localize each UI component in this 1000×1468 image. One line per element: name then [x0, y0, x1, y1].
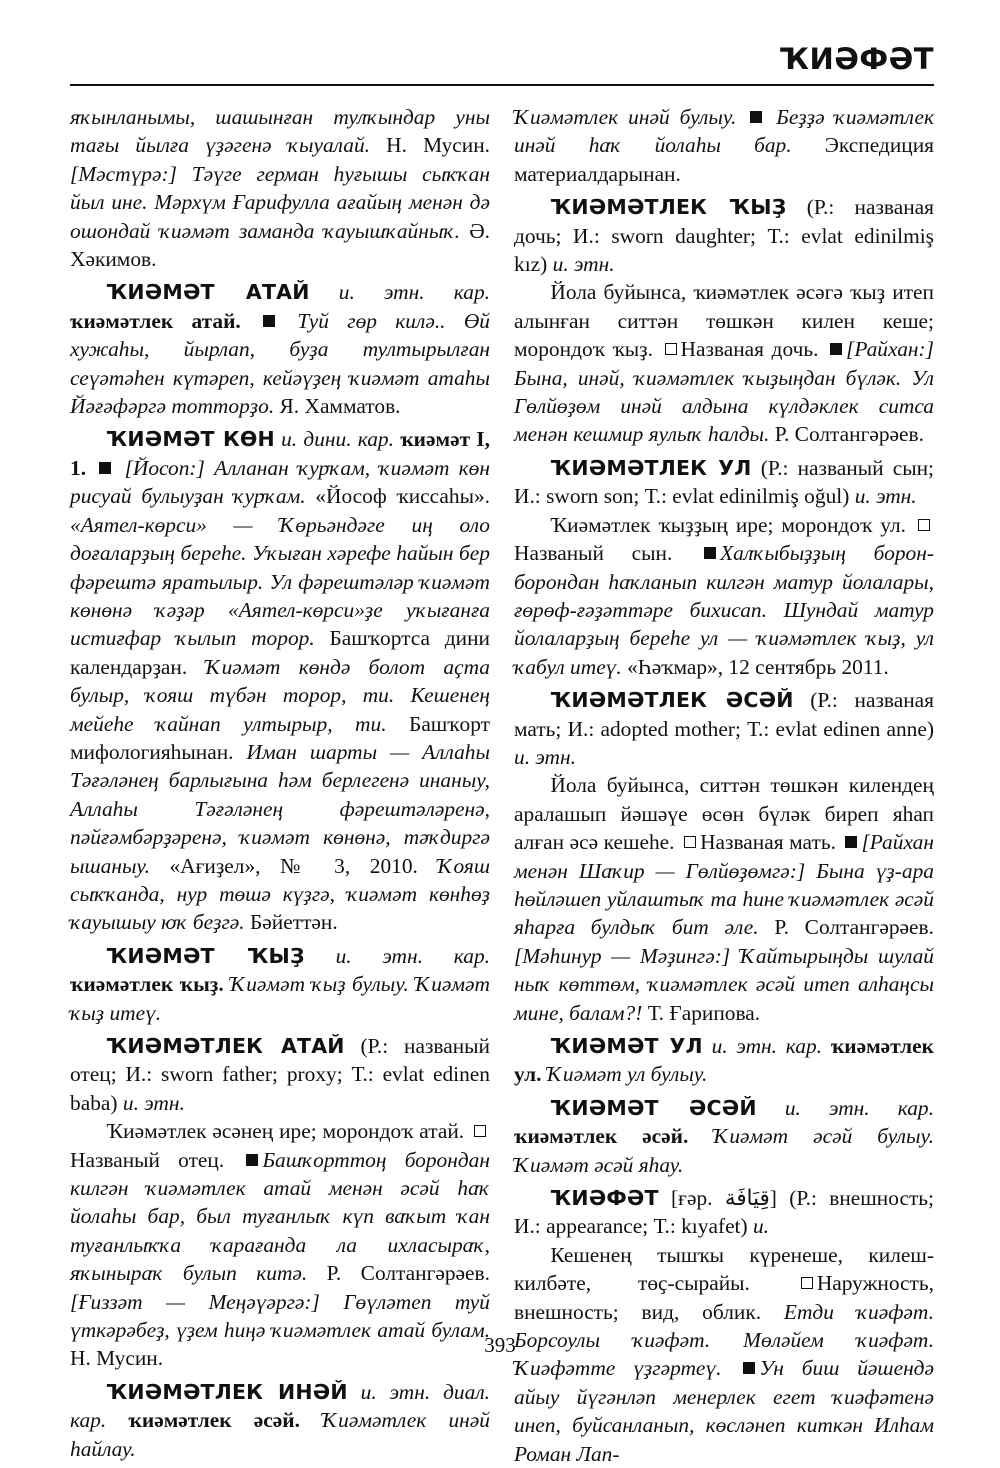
grammar-label: и. этн. кар.: [784, 1095, 934, 1120]
headword: ҠИӘМӘТЛЕК УЛ: [550, 455, 752, 480]
headword: ҠИӘМӘТ КӨН: [106, 427, 275, 452]
source: «Йософ ҡиссаһы».: [315, 484, 490, 509]
white-square-icon: [684, 836, 696, 848]
source: Башҡорт мифологияһынан.: [70, 711, 490, 764]
example-text: [Райхан менән Шаҡир — Гөлйөҙөмгә:] Бына үҙ-ара һөйләшеп уйлаштыҡ та һине ҡиәмәтлек әсәй яһарға булдыҡ бит әле.: [514, 830, 934, 940]
headword: ҠИӘМӘТЛЕК ӘСӘЙ: [550, 688, 794, 713]
black-square-icon: [246, 1154, 258, 1166]
example-text: Ҡиәмәт әсәй булыу. Ҡиәмәт әсәй яһау.: [514, 1124, 934, 1177]
source: Я. Хамматов.: [279, 394, 401, 419]
example-text: [Райхан:] Бына, инәй, ҡиәмәтлек ҡыҙыңдан бүләк. Ул Гөлйөҙөм инәй алдына күлдәклек ситса менән кешмир яулыҡ һалды.: [514, 337, 934, 447]
dictionary-entry: [514, 454, 934, 511]
definition: [514, 511, 934, 681]
grammar-label: и.: [752, 1214, 770, 1239]
cross-reference: ҡиәмәт I, 1.: [70, 427, 490, 480]
example-text: Етди ҡиәфәт. Борсоулы ҡиәфәт. Мөләйем ҡиәфәт. Ҡиәфәтте үҙгәртеү.: [514, 1299, 934, 1381]
source: Р. Солтангәрәев.: [774, 422, 924, 447]
definition-text: Ҡиәмәтлек ҡыҙҙың ире; морондоҡ ул.: [550, 512, 907, 537]
grammar-label: и. этн.: [854, 484, 917, 509]
example-text: Беҙҙә ҡиәмәтлек инәй һаҡ йолаһы бар.: [514, 105, 934, 158]
source: Экспедиция материалдарынан.: [514, 133, 934, 186]
example-text: Ҡиәмәт ул булыу.: [546, 1062, 708, 1087]
definition-text: Ҡиәмәтлек әсәнең ире; морондоҡ атай.: [106, 1119, 465, 1144]
headword: ҠИӘМӘТЛЕК АТАЙ: [106, 1034, 345, 1058]
example-text: Халҡыбыҙҙың борон-борондан һаҡланып килгән матур йолалары, ғөрөф-ғәҙәттәре бихисап. Шундай матур йолаларҙың береһе ул — ҡиәмәтлек ҡыҙ, ул ҡабул итеү.: [514, 541, 934, 679]
right-column: [514, 103, 934, 1468]
black-square-icon: [99, 462, 111, 474]
equivalents: (Р.: названая дочь; И.: sworn daughter; Т.: evlat edinilmiş kız): [514, 195, 934, 277]
cross-reference: ҡиәмәтлек әсәй.: [514, 1124, 689, 1149]
example-text: [Мәһинур — Мәҙингә:] Ҡайтырыңды шулай ныҡ көттөм, ҡиәмәтлек әсәй итеп алһаңсы мине, балам?!: [514, 943, 934, 1025]
black-square-icon: [830, 343, 842, 355]
headword: ҠИӘМӘТ АТАЙ: [106, 280, 310, 305]
grammar-label: и. этн.: [514, 744, 576, 769]
definition-text: Кешенең тышҡы күренеше, килеш-килбәте, төҫ-сырайы.: [514, 1242, 934, 1296]
example-text: Ҡиәмәтлек инәй һайлау.: [70, 1408, 490, 1461]
dictionary-entry: [70, 942, 490, 1027]
example-text: Ҡиәмәтлек инәй булыу.: [514, 105, 737, 129]
grammar-label: и. этн. диал. кар.: [70, 1379, 490, 1433]
russian-equivalent: Названый отец.: [70, 1147, 225, 1172]
example-text: Башҡорттоң борондан килгән ҡиәмәтлек атай менән әсәй һаҡ йолаһы бар, был туғанлыҡ күп ваҡыт ҡан туғанлыҡҡа ҡарағанда ла ихласыраҡ, яҡыныраҡ булып китә.: [70, 1147, 490, 1286]
dictionary-entry: [514, 1032, 934, 1089]
cross-reference: ҡиәмәтлек атай.: [70, 308, 241, 333]
grammar-label: и. этн. кар.: [711, 1034, 822, 1058]
example-text: Иман шарты — Аллаһы Тәғәләнең барлығына һәм берлегенә инаныу, Аллаһы Тәғәләнең фәрештәләренә, пәйғәмбәрҙәренә, ҡиәмәт көнөнә, тәҡдиргә ышаныу.: [70, 739, 490, 878]
white-square-icon: [665, 343, 677, 355]
white-square-icon: [801, 1277, 813, 1289]
source: Т. Ғарипова.: [647, 1000, 761, 1025]
white-square-icon: [918, 519, 930, 531]
grammar-label: и. дини. кар.: [281, 427, 394, 452]
russian-equivalent: Наружность, внешность; вид, облик.: [514, 1271, 934, 1324]
dictionary-entry: [514, 193, 934, 278]
source: Башҡортса дини календарҙан.: [70, 626, 490, 679]
dictionary-entry: [70, 425, 490, 936]
black-square-icon: [750, 111, 762, 123]
russian-equivalent: Названый сын.: [514, 541, 673, 566]
continued-paragraph: [70, 103, 490, 273]
headword: ҠИӘМӘТ ҠЫҘ: [106, 943, 305, 968]
russian-equivalent: Названая мать.: [700, 830, 836, 855]
source: Н. Мусин.: [386, 133, 490, 158]
black-square-icon: [263, 315, 275, 327]
example-text: Ҡояш сыҡҡанда, нур төшә күҙгә, ҡиәмәт көнһөҙ ҡауышыу юҡ беҙгә.: [70, 853, 490, 935]
grammar-label: и. этн. кар.: [338, 280, 490, 305]
cross-reference: ҡиәмәтлек ул.: [514, 1034, 934, 1087]
cross-reference: ҡиәмәтлек ҡыҙ.: [70, 972, 224, 997]
equivalents: (Р.: названый отец; И.: sworn father; proxy; Т.: evlat edinen baba): [70, 1034, 490, 1115]
dictionary-entry: [514, 686, 934, 771]
white-square-icon: [474, 1125, 486, 1137]
dictionary-entry: [70, 1378, 490, 1463]
headword: ҠИӘФӘТ: [550, 1186, 659, 1211]
dictionary-entry: [70, 278, 490, 420]
headword: ҠИӘМӘТЛЕК ҠЫҘ: [550, 195, 787, 220]
example-text: Туй гөр килә.. Өй хужаһы, йырлап, буҙа тултырылған сеүәтәһен күтәреп, кейәүҙең ҡиәмәт атаһы Йәғәфәргә тотторҙо.: [70, 308, 490, 419]
russian-equivalent: Названая дочь.: [680, 337, 819, 362]
example-text: Ун биш йәшендә айыу йүгәнләп менерлек егет ҡиәфәтенә инеп, буйсанланып, көсләнеп киткән Илһам Роман Лап-: [514, 1356, 934, 1466]
example-text: Ҡиәмәт ҡыҙ булыу. Ҡиәмәт ҡыҙ итеү.: [70, 972, 490, 1025]
black-square-icon: [704, 547, 716, 559]
source: Р. Солтангәрәев.: [326, 1261, 490, 1286]
example-text: «Аятел-көрси» — Ҡөрьәндәге иң оло доғаларҙың береһе. Уҡыған хәрефе һайын бер фәрештә яратылыр. Ул фәрештәләр ҡиәмәт көнөнә ҡәҙәр «Аятел-көрси»ҙе уҡығанға истиғфар ҡылып торор.: [70, 512, 490, 651]
equivalents: (Р.: названая мать; И.: adopted mother; Т.: evlat edinen anne): [514, 688, 934, 741]
black-square-icon: [845, 836, 857, 848]
grammar-label: и. этн.: [122, 1090, 185, 1115]
definition: [514, 771, 934, 1027]
source: Р. Солтангәрәев.: [774, 915, 934, 940]
grammar-label: и. этн.: [552, 252, 615, 277]
dictionary-entry: [514, 1184, 934, 1241]
running-head: ҠИӘФӘТ: [779, 42, 934, 76]
equivalents: (Р.: внешность; И.: appearance; Т.: kıyafet): [514, 1186, 934, 1239]
cross-reference: ҡиәмәтлек әсәй.: [128, 1408, 300, 1433]
left-column: [70, 103, 490, 1463]
example-text: яҡынланымы, шашынған тулҡындар уны тағы йылға үҙәгенә ҡыуалай.: [70, 105, 490, 158]
header-rule: [70, 84, 934, 86]
etymology: [ғәр. قِيَافَة]: [671, 1186, 777, 1211]
definition: [514, 278, 934, 448]
dictionary-entry: [514, 1094, 934, 1179]
source: «Ағиҙел», № 3, 2010.: [169, 853, 418, 878]
black-square-icon: [743, 1362, 755, 1374]
equivalents: (Р.: названый сын; И.: sworn son; Т.: evlat edinilmiş oğul): [514, 455, 934, 509]
definition-text: Йола буйынса, ҡиәмәтлек әсәгә ҡыҙ итеп алынған ситтән төшкән килен кеше; морондоҡ ҡыҙ.: [514, 280, 934, 362]
source: Бәйеттән.: [250, 910, 338, 935]
headword: ҠИӘМӘТ УЛ: [550, 1034, 703, 1058]
continued-paragraph: [514, 103, 934, 188]
grammar-label: и. этн. кар.: [335, 943, 490, 968]
example-text: Ҡиәмәт көндә болот аҫта булыр, ҡояш түбән торор, ти. Кешенең мейеһе ҡайнап ултырыр, ти.: [70, 654, 490, 736]
example-text: [Йосоп:] Алланан ҡурҡам, ҡиәмәт көн рисуай булыуҙан ҡурҡам.: [70, 455, 490, 509]
page-number: 393: [484, 1333, 516, 1357]
example-text: [Мәстүрә:] Тәүге герман һуғышы сыҡҡан йыл ине. Мәрхүм Ғарифулла ағайың менән дә ошондай ҡиәмәт заманда ҡауышҡайныҡ.: [70, 161, 490, 243]
dictionary-entry: [70, 1032, 490, 1117]
source: Н. Мусин.: [70, 1346, 164, 1371]
source: Ә. Хәкимов.: [70, 218, 490, 272]
source: «Һәҡмар», 12 сентябрь 2011.: [627, 654, 889, 679]
example-text: [Ғиззәт — Меңәүәргә:] Гөүләтеп туй үткәрәбеҙ, үҙем һиңә ҡиәмәтлек атай булам.: [70, 1289, 490, 1343]
definition-text: Йола буйынса, ситтән төшкән килендең аралашып йәшәүе өсөн бүләк биреп яһап алған әсә кешеһе.: [514, 773, 934, 855]
headword: ҠИӘМӘТЛЕК ИНӘЙ: [106, 1379, 348, 1404]
headword: ҠИӘМӘТ ӘСӘЙ: [550, 1095, 757, 1120]
